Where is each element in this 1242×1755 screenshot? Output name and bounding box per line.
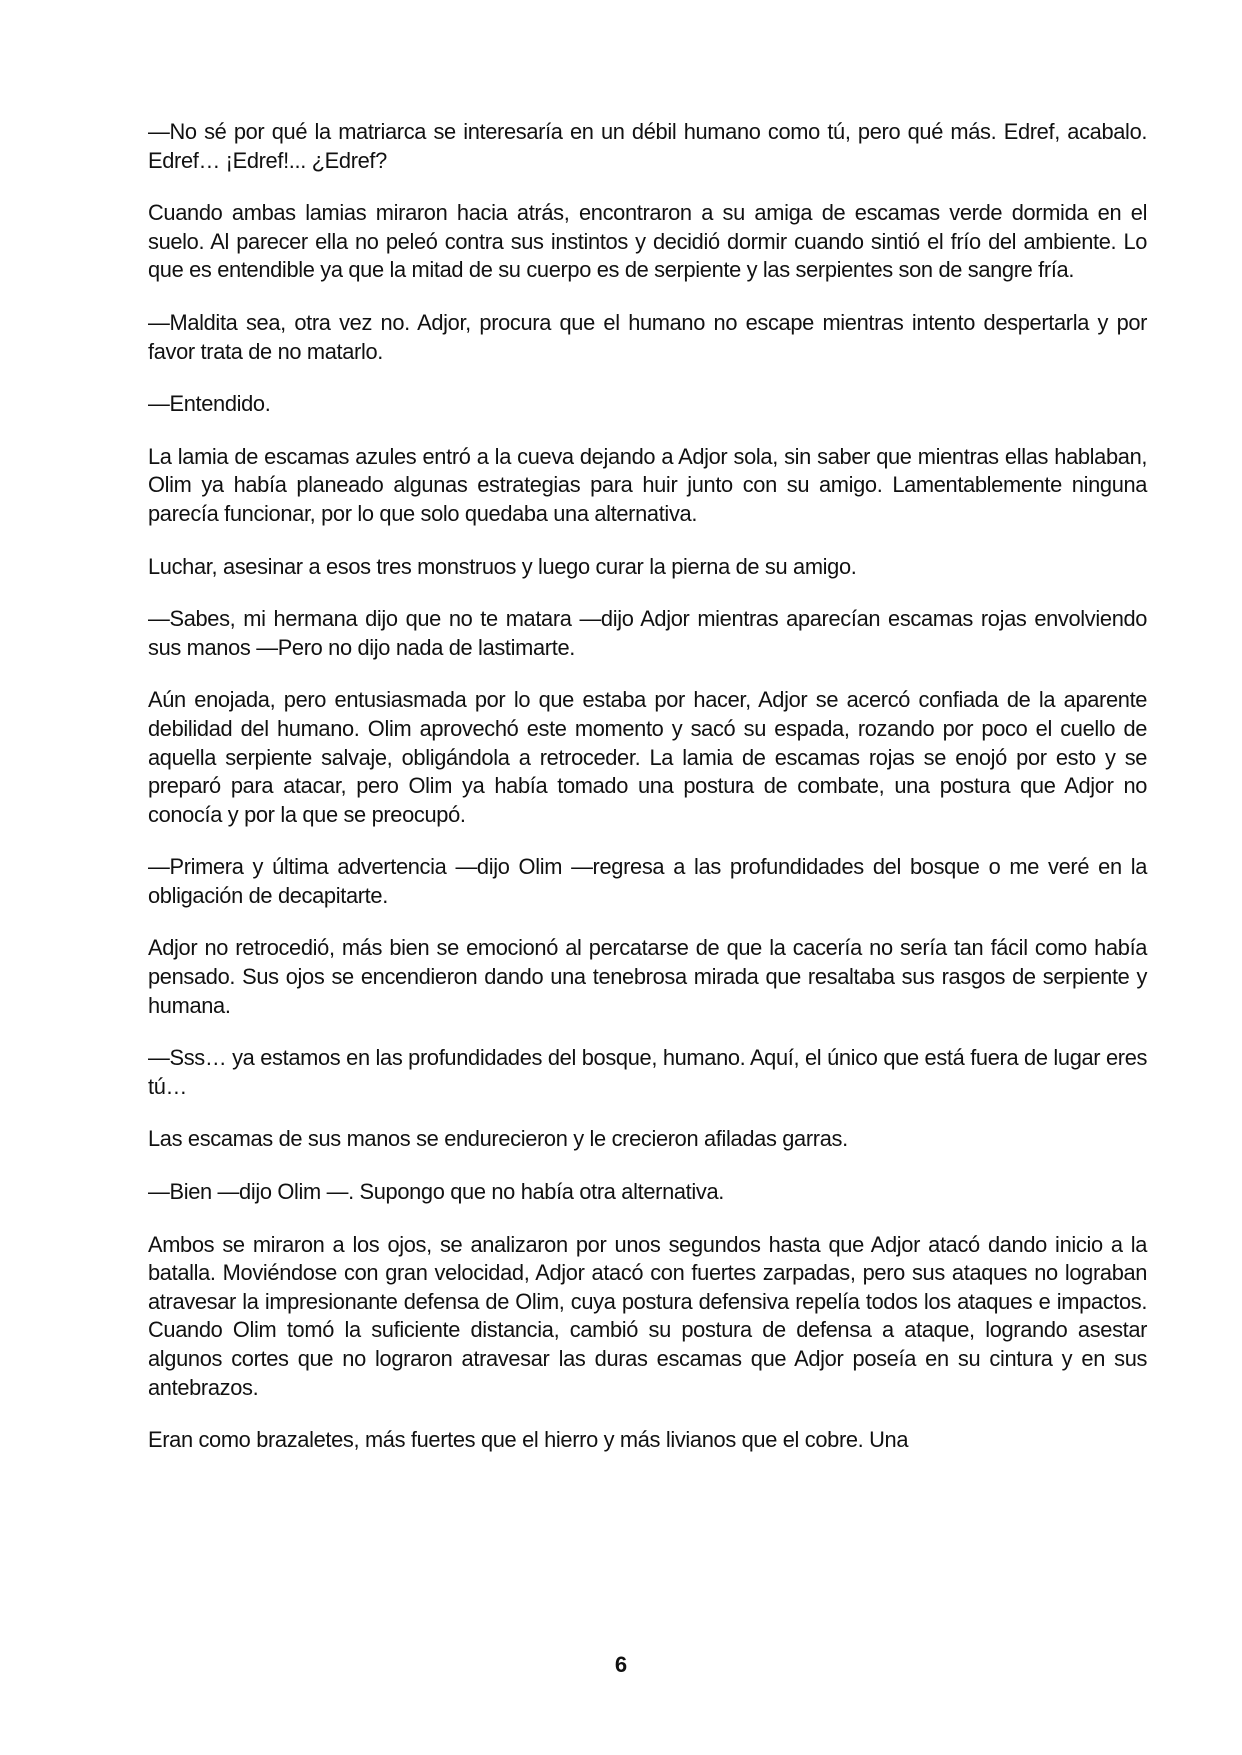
paragraph: Adjor no retrocedió, más bien se emocionó al percatarse de que la cacería no sería tan fácil como había pensado. Sus ojos se encendieron dando una tenebrosa mirada que resaltaba sus rasgos de serpiente y humana. <box>148 935 1148 1018</box>
paragraph: —Sss… ya estamos en las profundidades del bosque, humano. Aquí, el único que está fuera de lugar eres tú… <box>148 1045 1148 1099</box>
paragraph: Eran como brazaletes, más fuertes que el hierro y más livianos que el cobre. Una <box>148 1427 909 1453</box>
paragraph: La lamia de escamas azules entró a la cueva dejando a Adjor sola, sin saber que mientras ellas hablaban, Olim ya había planeado algunas estrategias para huir junto con su amigo. Lamentablemente ninguna parecía funcionar, por lo que solo quedaba una alternativa. <box>148 443 1148 526</box>
page-number: 6 <box>614 1652 628 1677</box>
paragraph: Las escamas de sus manos se endurecieron y le crecieron afiladas garras. <box>148 1126 848 1152</box>
paragraph: —No sé por qué la matriarca se interesaría en un débil humano como tú, pero qué más. Edref, acabalo. Edref… ¡Edref!... ¿Edref? <box>148 119 1148 173</box>
document-body <box>148 118 1148 1479</box>
paragraph: —Primera y última advertencia —dijo Olim —regresa a las profundidades del bosque o me veré en la obligación de decapitarte. <box>148 854 1148 908</box>
paragraph: —Bien —dijo Olim —. Supongo que no había otra alternativa. <box>148 1179 724 1205</box>
paragraph: Luchar, asesinar a esos tres monstruos y luego curar la pierna de su amigo. <box>148 553 857 579</box>
paragraph: Cuando ambas lamias miraron hacia atrás, encontraron a su amiga de escamas verde dormida en el suelo. Al parecer ella no peleó contra sus instintos y decidió dormir cuando sintió el frío del ambiente. Lo que es entendible ya que la mitad de su cuerpo es de serpiente y las serpientes son de sangre fría. <box>148 200 1148 283</box>
paragraph: —Maldita sea, otra vez no. Adjor, procura que el humano no escape mientras intento despertarla y por favor trata de no matarlo. <box>148 309 1148 364</box>
paragraph: Aún enojada, pero entusiasmada por lo que estaba por hacer, Adjor se acercó confiada de la aparente debilidad del humano. Olim aprovechó este momento y sacó su espada, rozando por poco el cuello de aquella serpiente salvaje, obligándola a retroceder. La lamia de escamas rojas se enojó por esto y se preparó para atacar, pero Olim ya había tomado una postura de combate, una postura que Adjor no conocía y por la que se preocupó. <box>148 687 1148 827</box>
paragraph: —Sabes, mi hermana dijo que no te matara —dijo Adjor mientras aparecían escamas rojas envolviendo sus manos —Pero no dijo nada de lastimarte. <box>148 606 1148 660</box>
paragraph: —Entendido. <box>148 391 271 417</box>
paragraph: Ambos se miraron a los ojos, se analizaron por unos segundos hasta que Adjor atacó dando inicio a la batalla. Moviéndose con gran velocidad, Adjor atacó con fuertes zarpadas, pero sus ataques no lograban atravesar la impresionante defensa de Olim, cuya postura defensiva repelía todos los ataques e impactos. Cuando Olim tomó la suficiente distancia, cambió su postura de defensa a ataque, logrando asestar algunos cortes que no lograron atravesar las duras escamas que Adjor poseía en su cintura y en sus antebrazos. <box>148 1231 1148 1400</box>
